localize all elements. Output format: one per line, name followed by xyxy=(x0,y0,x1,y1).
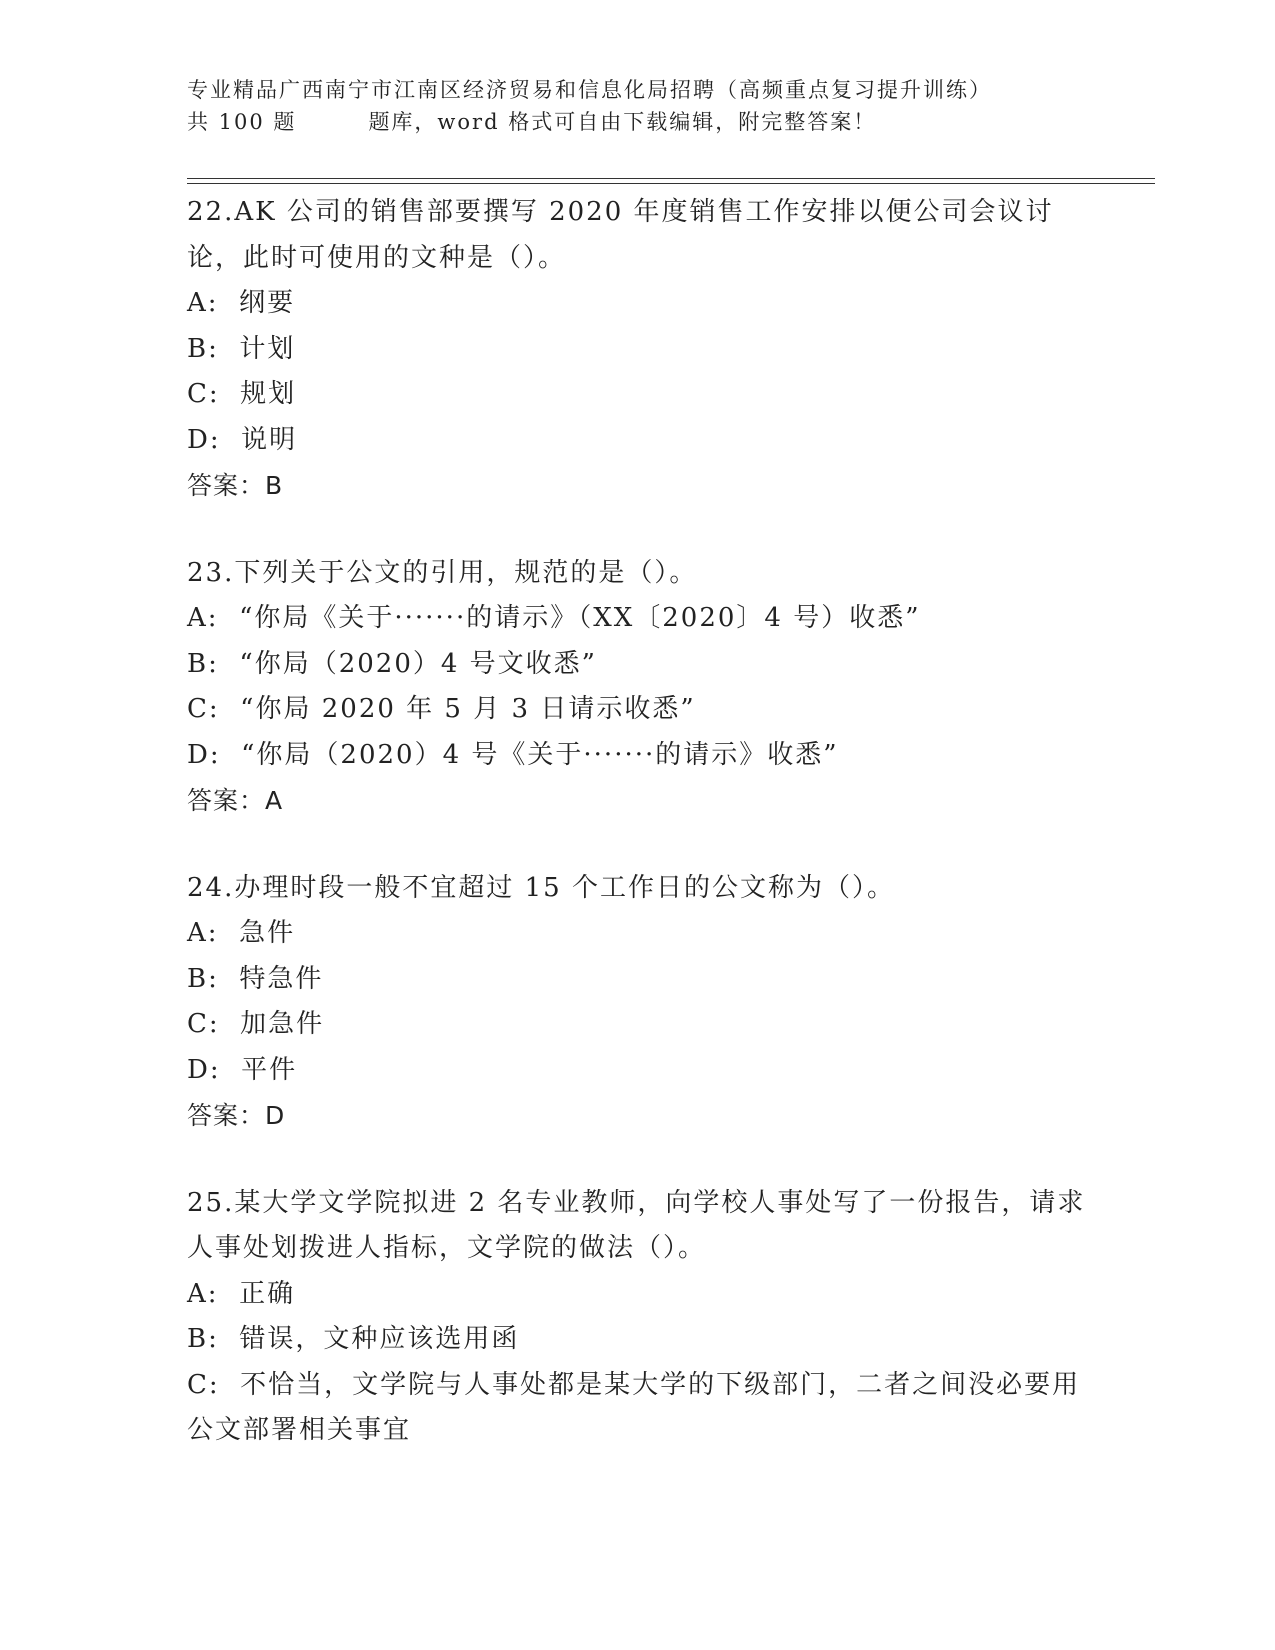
option-b: B: 错误，文种应该选用函 xyxy=(187,1324,520,1354)
header-divider-top xyxy=(187,178,1155,179)
question-stem: 25.某大学文学院拟进 2 名专业教师，向学校人事处写了一份报告，请求人事处划拨进人指标，文学院的做法（）。 xyxy=(187,1187,1086,1263)
option-b: B: “你局（2020）4 号文收悉” xyxy=(187,648,597,679)
question-22 xyxy=(187,190,1107,509)
option-d: D: “你局（2020）4 号《关于·······的请示》收悉” xyxy=(187,739,839,770)
option-c: C: “你局 2020 年 5 月 3 日请示收悉” xyxy=(187,694,696,724)
question-25 xyxy=(187,1181,1107,1454)
option-c: C: 加急件 xyxy=(187,1009,325,1039)
header-divider-bottom xyxy=(187,183,1155,184)
question-stem: 23.下列关于公文的引用，规范的是（）。 xyxy=(187,557,698,588)
header-subtitle xyxy=(187,106,1087,138)
question-23 xyxy=(187,551,1107,824)
question-list xyxy=(187,190,1107,1496)
option-b: B: 计划 xyxy=(187,333,296,364)
option-a: A: 正确 xyxy=(187,1278,296,1309)
option-d: D: 平件 xyxy=(187,1054,298,1085)
answer: 答案：D xyxy=(187,1101,286,1130)
header-description: 题库，word 格式可自由下载编辑，附完整答案！ xyxy=(368,110,877,134)
header-count: 共 100 题 xyxy=(187,110,297,134)
option-c: C: 不恰当，文学院与人事处都是某大学的下级部门，二者之间没必要用公文部署相关事宜 xyxy=(187,1369,1081,1445)
option-d: D: 说明 xyxy=(187,424,298,455)
option-a: A: “你局《关于·······的请示》（XX〔2020〕4 号）收悉” xyxy=(187,603,921,633)
document-header xyxy=(187,74,1087,138)
answer: 答案：A xyxy=(187,786,284,815)
question-stem: 22.AK 公司的销售部要撰写 2020 年度销售工作安排以便公司会议讨论，此时可使用的文种是（）。 xyxy=(187,197,1054,273)
answer: 答案：B xyxy=(187,471,284,500)
option-b: B: 特急件 xyxy=(187,963,324,994)
question-stem: 24.办理时段一般不宜超过 15 个工作日的公文称为（）。 xyxy=(187,872,895,903)
option-a: A: 急件 xyxy=(187,918,296,948)
question-24 xyxy=(187,866,1107,1139)
header-title: 专业精品广西南宁市江南区经济贸易和信息化局招聘（高频重点复习提升训练） xyxy=(187,78,992,102)
option-a: A: 纲要 xyxy=(187,288,296,318)
option-c: C: 规划 xyxy=(187,379,297,409)
